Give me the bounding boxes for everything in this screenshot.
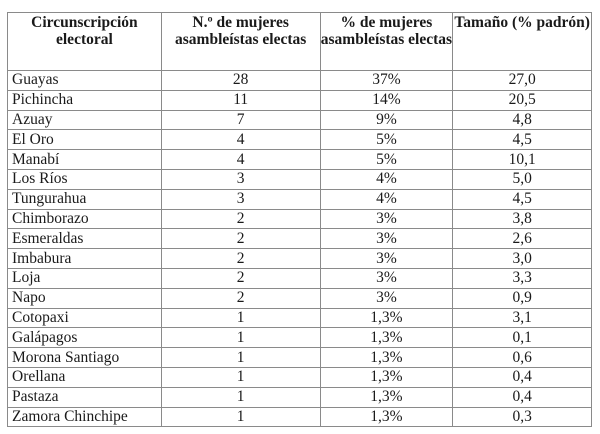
cell-district: Imbabura xyxy=(8,249,162,269)
cell-district: Zamora Chinchipe xyxy=(8,407,162,427)
cell-women-count: 2 xyxy=(161,209,320,229)
cell-women-pct: 3% xyxy=(320,288,453,308)
table-row xyxy=(8,249,592,269)
cell-women-pct: 3% xyxy=(320,209,453,229)
cell-women-count: 2 xyxy=(161,249,320,269)
table-row xyxy=(8,71,592,91)
cell-women-count: 1 xyxy=(161,367,320,387)
cell-size-pct: 0,6 xyxy=(453,348,592,368)
cell-district: Pichincha xyxy=(8,90,162,110)
electoral-district-table xyxy=(7,12,592,427)
cell-size-pct: 3,3 xyxy=(453,268,592,288)
cell-district: Esmeraldas xyxy=(8,229,162,249)
table-row xyxy=(8,387,592,407)
cell-women-count: 2 xyxy=(161,229,320,249)
cell-size-pct: 20,5 xyxy=(453,90,592,110)
table-row xyxy=(8,130,592,150)
cell-women-pct: 1,3% xyxy=(320,348,453,368)
table-body xyxy=(8,71,592,427)
table-header-row xyxy=(8,13,592,71)
cell-district: Pastaza xyxy=(8,387,162,407)
cell-women-pct: 5% xyxy=(320,150,453,170)
table-row xyxy=(8,348,592,368)
cell-women-count: 3 xyxy=(161,169,320,189)
cell-size-pct: 2,6 xyxy=(453,229,592,249)
cell-women-pct: 3% xyxy=(320,229,453,249)
cell-district: Cotopaxi xyxy=(8,308,162,328)
cell-women-count: 11 xyxy=(161,90,320,110)
cell-district: Loja xyxy=(8,268,162,288)
cell-women-count: 1 xyxy=(161,348,320,368)
cell-women-pct: 3% xyxy=(320,249,453,269)
header-women-count: N.º de mujeres asambleístas electas xyxy=(161,13,320,71)
table-row xyxy=(8,367,592,387)
header-women-pct: % de mujeres asambleístas electas xyxy=(320,13,453,71)
cell-women-count: 2 xyxy=(161,288,320,308)
cell-district: Morona Santiago xyxy=(8,348,162,368)
cell-women-pct: 4% xyxy=(320,189,453,209)
table-row xyxy=(8,288,592,308)
cell-women-pct: 1,3% xyxy=(320,328,453,348)
cell-women-count: 4 xyxy=(161,130,320,150)
table-row xyxy=(8,209,592,229)
cell-size-pct: 0,1 xyxy=(453,328,592,348)
cell-size-pct: 0,4 xyxy=(453,367,592,387)
table-row xyxy=(8,229,592,249)
cell-women-pct: 4% xyxy=(320,169,453,189)
cell-women-count: 1 xyxy=(161,387,320,407)
cell-size-pct: 0,4 xyxy=(453,387,592,407)
cell-women-count: 1 xyxy=(161,328,320,348)
cell-size-pct: 3,0 xyxy=(453,249,592,269)
cell-size-pct: 4,8 xyxy=(453,110,592,130)
cell-district: Chimborazo xyxy=(8,209,162,229)
cell-women-count: 4 xyxy=(161,150,320,170)
cell-district: El Oro xyxy=(8,130,162,150)
cell-district: Los Ríos xyxy=(8,169,162,189)
cell-size-pct: 0,9 xyxy=(453,288,592,308)
cell-women-count: 28 xyxy=(161,71,320,91)
cell-women-pct: 14% xyxy=(320,90,453,110)
cell-size-pct: 10,1 xyxy=(453,150,592,170)
cell-women-pct: 37% xyxy=(320,71,453,91)
cell-size-pct: 27,0 xyxy=(453,71,592,91)
cell-size-pct: 4,5 xyxy=(453,130,592,150)
cell-women-pct: 1,3% xyxy=(320,367,453,387)
table-row xyxy=(8,90,592,110)
cell-district: Azuay xyxy=(8,110,162,130)
cell-size-pct: 5,0 xyxy=(453,169,592,189)
cell-size-pct: 3,1 xyxy=(453,308,592,328)
cell-district: Orellana xyxy=(8,367,162,387)
cell-district: Manabí xyxy=(8,150,162,170)
cell-district: Guayas xyxy=(8,71,162,91)
cell-district: Galápagos xyxy=(8,328,162,348)
cell-women-pct: 1,3% xyxy=(320,407,453,427)
table-row xyxy=(8,169,592,189)
table-row xyxy=(8,407,592,427)
table-row xyxy=(8,189,592,209)
cell-women-count: 3 xyxy=(161,189,320,209)
cell-women-pct: 1,3% xyxy=(320,387,453,407)
table-row xyxy=(8,328,592,348)
cell-size-pct: 4,5 xyxy=(453,189,592,209)
header-district: Circunscripción electoral xyxy=(8,13,162,71)
header-size-pct: Tamaño (% padrón) xyxy=(453,13,592,71)
table-row xyxy=(8,308,592,328)
cell-district: Napo xyxy=(8,288,162,308)
table-row xyxy=(8,268,592,288)
cell-women-pct: 9% xyxy=(320,110,453,130)
cell-women-count: 2 xyxy=(161,268,320,288)
cell-women-count: 1 xyxy=(161,407,320,427)
table-row xyxy=(8,150,592,170)
cell-women-pct: 1,3% xyxy=(320,308,453,328)
cell-district: Tungurahua xyxy=(8,189,162,209)
table-row xyxy=(8,110,592,130)
cell-size-pct: 0,3 xyxy=(453,407,592,427)
cell-women-pct: 5% xyxy=(320,130,453,150)
cell-women-count: 1 xyxy=(161,308,320,328)
cell-size-pct: 3,8 xyxy=(453,209,592,229)
cell-women-count: 7 xyxy=(161,110,320,130)
cell-women-pct: 3% xyxy=(320,268,453,288)
